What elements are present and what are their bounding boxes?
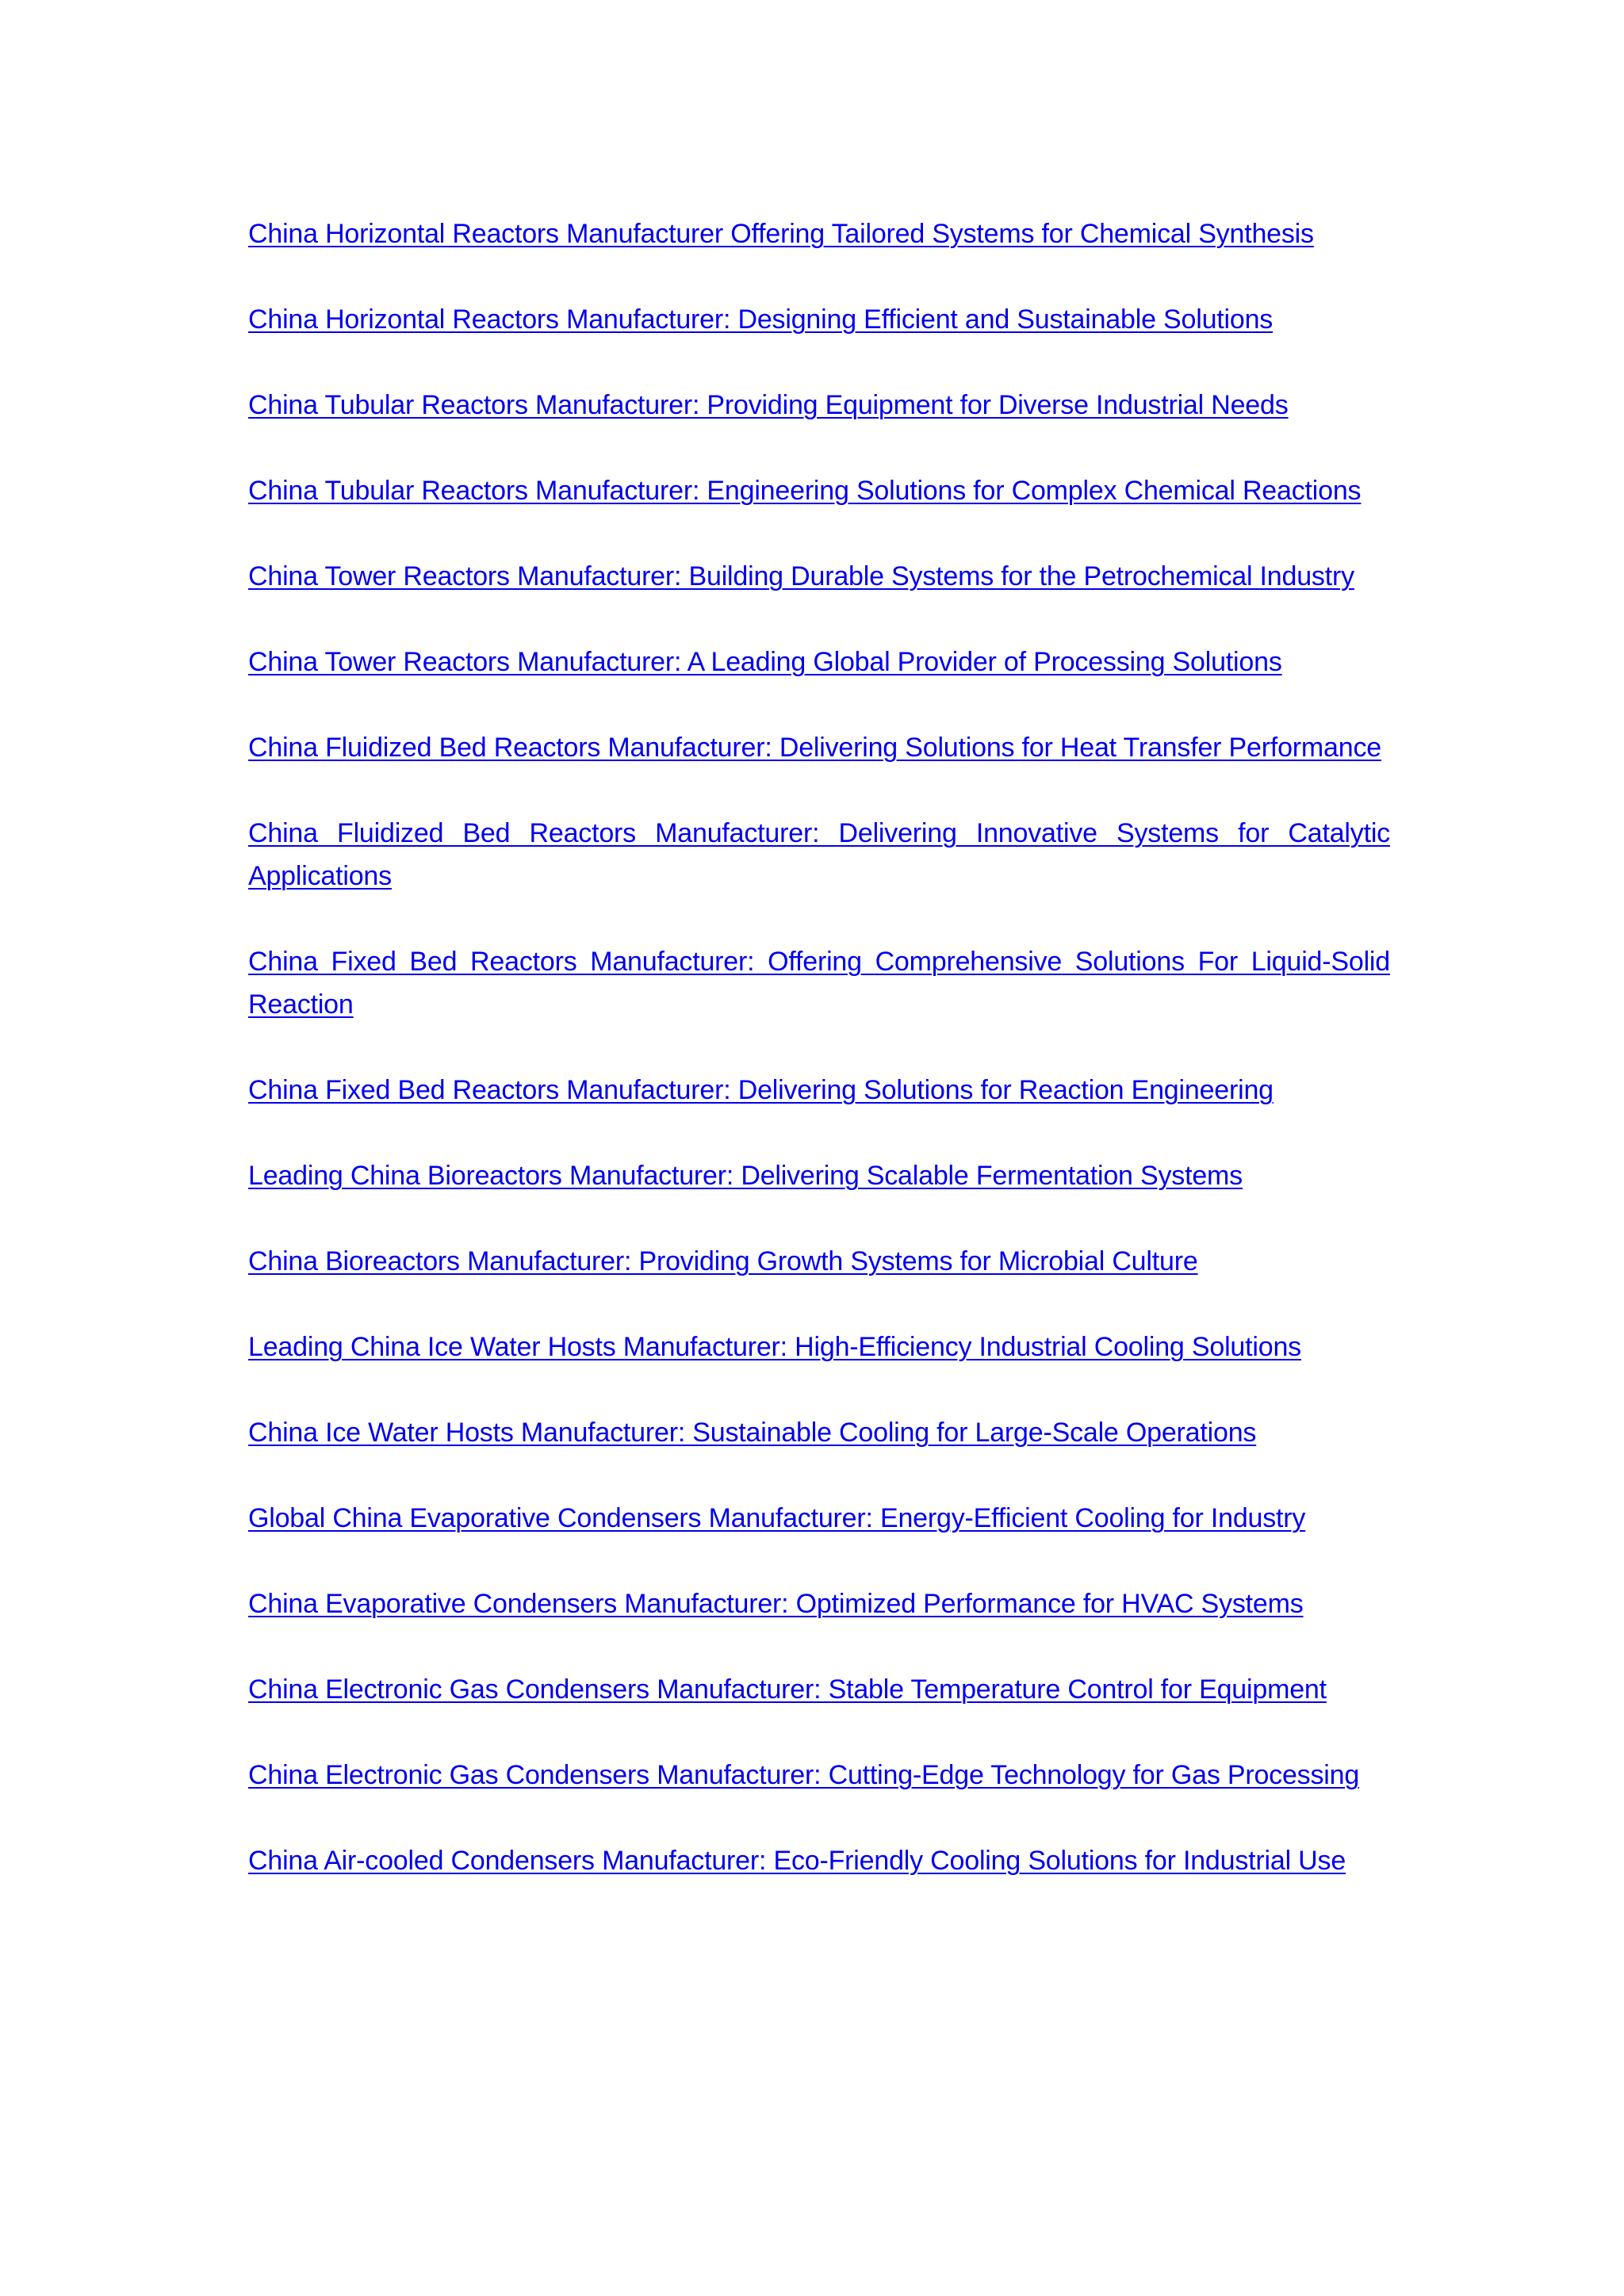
list-item	[248, 726, 1390, 769]
article-link-fluidized-bed-heat-transfer[interactable]: China Fluidized Bed Reactors Manufacturer: Delivering Solutions for Heat Transfer Performance	[248, 733, 1381, 763]
list-item	[248, 1668, 1390, 1711]
list-item	[248, 1754, 1390, 1797]
article-link-horizontal-reactors-efficient[interactable]: China Horizontal Reactors Manufacturer: Designing Efficient and Sustainable Solutions	[248, 304, 1274, 335]
article-link-list	[248, 212, 1390, 1882]
article-link-bioreactors-microbial[interactable]: China Bioreactors Manufacturer: Providing Growth Systems for Microbial Culture	[248, 1246, 1198, 1276]
list-item	[248, 1411, 1390, 1454]
article-link-electronic-gas-condensers-temperature[interactable]: China Electronic Gas Condensers Manufacturer: Stable Temperature Control for Equipment	[248, 1674, 1327, 1705]
list-item	[248, 212, 1390, 255]
article-link-fluidized-bed-catalytic[interactable]: China Fluidized Bed Reactors Manufacturer: Delivering Innovative Systems for Catalytic Applications	[248, 818, 1390, 891]
article-link-tubular-reactors-equipment[interactable]: China Tubular Reactors Manufacturer: Providing Equipment for Diverse Industrial Needs	[248, 390, 1289, 420]
list-item	[248, 1497, 1390, 1540]
list-item	[248, 469, 1390, 512]
list-item	[248, 298, 1390, 341]
article-link-bioreactors-fermentation[interactable]: Leading China Bioreactors Manufacturer: Delivering Scalable Fermentation Systems	[248, 1161, 1243, 1191]
article-link-tower-reactors-global[interactable]: China Tower Reactors Manufacturer: A Leading Global Provider of Processing Solutions	[248, 647, 1282, 677]
list-item	[248, 940, 1390, 1026]
list-item	[248, 1069, 1390, 1112]
article-link-tubular-reactors-engineering[interactable]: China Tubular Reactors Manufacturer: Engineering Solutions for Complex Chemical Reactions	[248, 476, 1362, 506]
list-item	[248, 1326, 1390, 1368]
article-link-ice-water-hosts-sustainable[interactable]: China Ice Water Hosts Manufacturer: Sustainable Cooling for Large-Scale Operations	[248, 1418, 1257, 1448]
list-item	[248, 384, 1390, 427]
list-item	[248, 555, 1390, 598]
article-link-evaporative-condensers-hvac[interactable]: China Evaporative Condensers Manufacturer: Optimized Performance for HVAC Systems	[248, 1589, 1304, 1619]
list-item	[248, 1240, 1390, 1283]
article-link-tower-reactors-durable[interactable]: China Tower Reactors Manufacturer: Building Durable Systems for the Petrochemical Industry	[248, 561, 1354, 591]
article-link-air-cooled-condensers-eco[interactable]: China Air-cooled Condensers Manufacturer: Eco-Friendly Cooling Solutions for Industrial Use	[248, 1846, 1346, 1876]
article-link-electronic-gas-condensers-technology[interactable]: China Electronic Gas Condensers Manufacturer: Cutting-Edge Technology for Gas Processing	[248, 1760, 1360, 1790]
list-item	[248, 641, 1390, 683]
article-link-fixed-bed-liquid-solid[interactable]: China Fixed Bed Reactors Manufacturer: Offering Comprehensive Solutions For Liquid-Solid Reaction	[248, 947, 1390, 1020]
article-link-ice-water-hosts-industrial[interactable]: Leading China Ice Water Hosts Manufacturer: High-Efficiency Industrial Cooling Solutions	[248, 1332, 1301, 1362]
document-page	[248, 212, 1390, 1925]
list-item	[248, 812, 1390, 897]
list-item	[248, 1839, 1390, 1882]
list-item	[248, 1582, 1390, 1625]
article-link-fixed-bed-reaction-engineering[interactable]: China Fixed Bed Reactors Manufacturer: Delivering Solutions for Reaction Engineering	[248, 1075, 1274, 1105]
article-link-horizontal-reactors-tailored[interactable]: China Horizontal Reactors Manufacturer Offering Tailored Systems for Chemical Synthesis	[248, 219, 1314, 249]
list-item	[248, 1154, 1390, 1197]
article-link-evaporative-condensers-global[interactable]: Global China Evaporative Condensers Manufacturer: Energy-Efficient Cooling for Industry	[248, 1503, 1306, 1533]
